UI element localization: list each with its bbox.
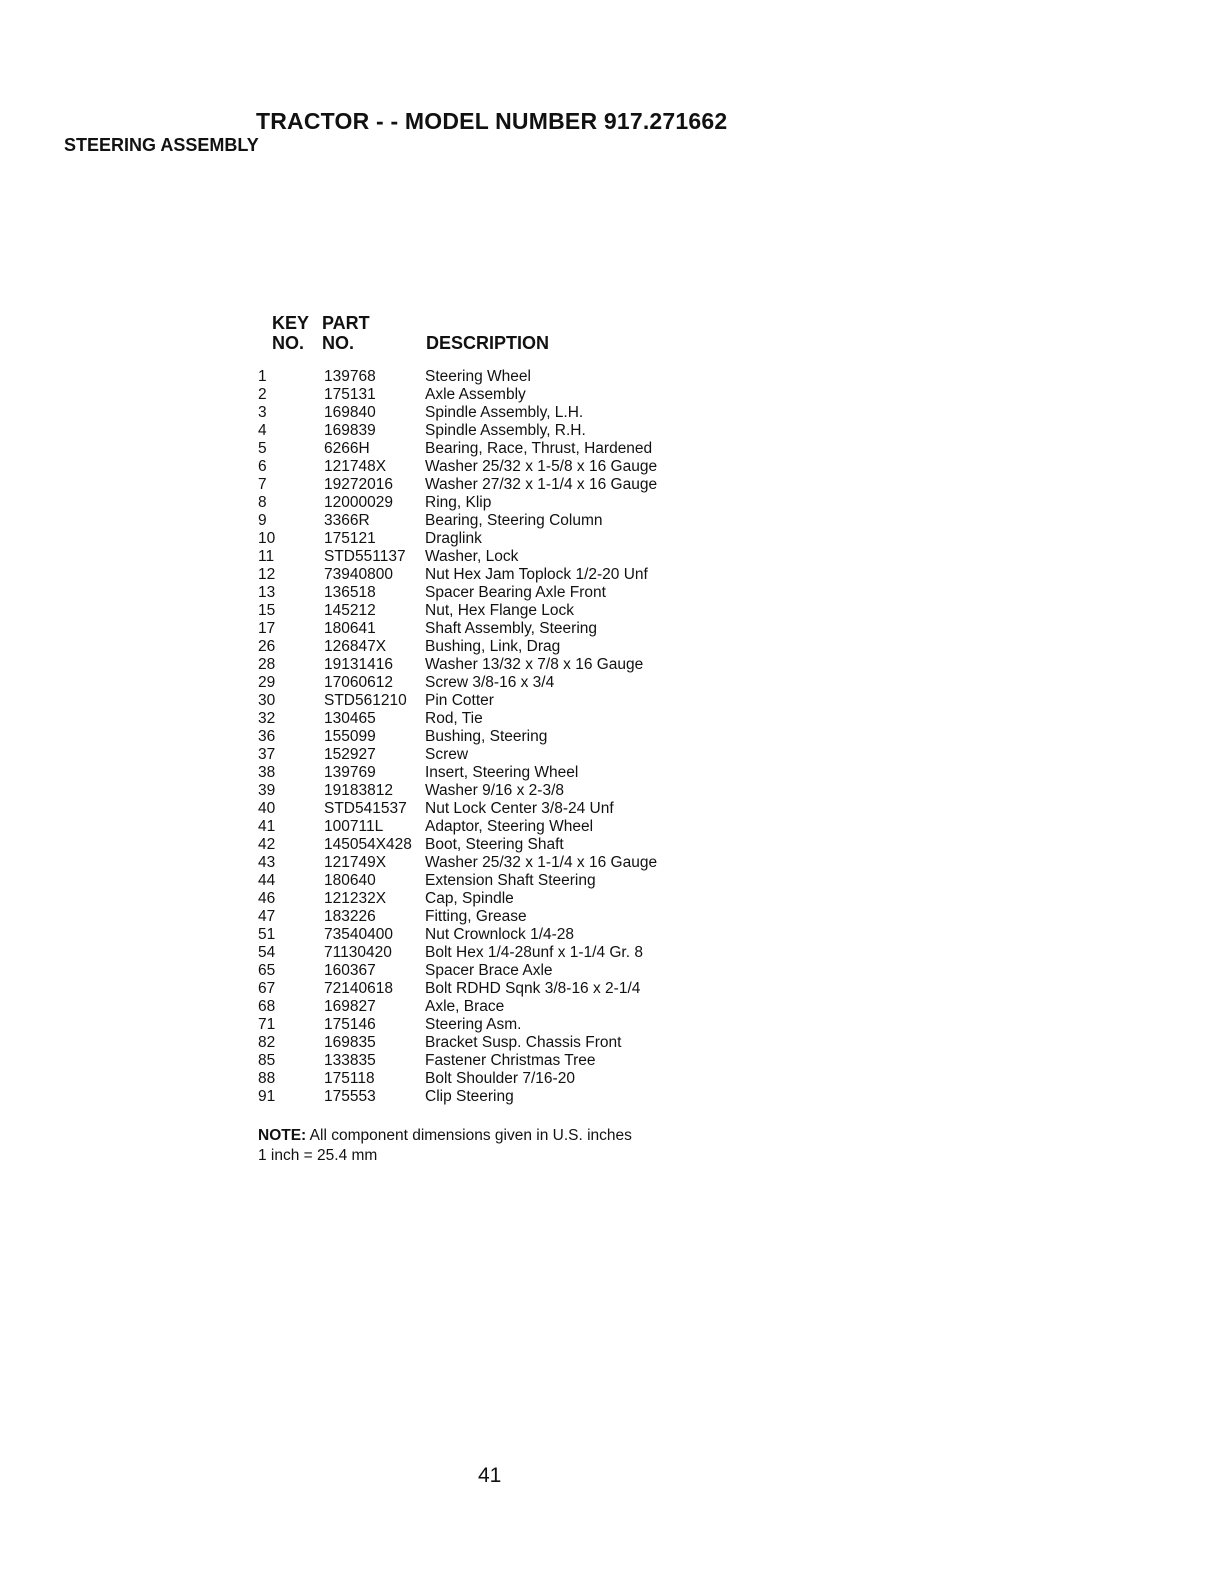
key-number: 28 <box>258 656 276 673</box>
table-row <box>258 710 718 728</box>
key-number: 65 <box>258 962 276 979</box>
key-number: 4 <box>258 422 267 439</box>
table-row <box>258 728 718 746</box>
part-description: Bearing, Race, Thrust, Hardened <box>425 440 653 457</box>
key-number: 85 <box>258 1052 276 1069</box>
part-number: 169827 <box>324 998 376 1015</box>
key-number: 67 <box>258 980 276 997</box>
part-number: 139768 <box>324 368 376 385</box>
key-number: 39 <box>258 782 276 799</box>
key-number: 17 <box>258 620 276 637</box>
part-description: Cap, Spindle <box>425 890 514 907</box>
table-row <box>258 854 718 872</box>
part-description: Nut, Hex Flange Lock <box>425 602 575 619</box>
part-description: Clip Steering <box>425 1088 514 1105</box>
table-row <box>258 548 718 566</box>
part-description: Axle Assembly <box>425 386 526 403</box>
table-row <box>258 1088 718 1106</box>
key-number: 36 <box>258 728 276 745</box>
key-number: 82 <box>258 1034 276 1051</box>
part-description: Extension Shaft Steering <box>425 872 596 889</box>
key-number: 54 <box>258 944 276 961</box>
table-row <box>258 746 718 764</box>
part-description: Steering Asm. <box>425 1016 522 1033</box>
part-description: Spacer Bearing Axle Front <box>425 584 606 601</box>
page-title: TRACTOR - - MODEL NUMBER 917.271662 <box>256 108 728 134</box>
part-description: Axle, Brace <box>425 998 505 1015</box>
column-header-key-top: KEY <box>272 313 310 333</box>
part-description: Washer 25/32 x 1-5/8 x 16 Gauge <box>425 458 658 475</box>
note-label: NOTE: <box>258 1127 307 1144</box>
table-row <box>258 494 718 512</box>
part-number: 126847X <box>324 638 387 655</box>
part-description: Screw <box>425 746 469 763</box>
table-row <box>258 422 718 440</box>
part-description: Bearing, Steering Column <box>425 512 603 529</box>
part-number: 72140618 <box>324 980 393 997</box>
column-header-part <box>322 313 370 353</box>
part-description: Bolt Hex 1/4-28unf x 1-1/4 Gr. 8 <box>425 944 643 961</box>
table-row <box>258 638 718 656</box>
table-row <box>258 800 718 818</box>
table-row <box>258 1070 718 1088</box>
part-number: 180641 <box>324 620 376 637</box>
part-number: 145054X428 <box>324 836 412 853</box>
table-row <box>258 1052 718 1070</box>
column-header-key <box>272 313 309 353</box>
note-line <box>258 1126 632 1146</box>
part-number: 183226 <box>324 908 376 925</box>
part-description: Bolt Shoulder 7/16-20 <box>425 1070 575 1087</box>
part-description: Nut Crownlock 1/4-28 <box>425 926 575 943</box>
part-number: 121232X <box>324 890 387 907</box>
part-description: Nut Lock Center 3/8-24 Unf <box>425 800 614 817</box>
table-row <box>258 368 718 386</box>
key-number: 43 <box>258 854 276 871</box>
table-row <box>258 782 718 800</box>
part-description: Steering Wheel <box>425 368 531 385</box>
part-description: Bushing, Steering <box>425 728 548 745</box>
table-row <box>258 530 718 548</box>
part-number: 169835 <box>324 1034 376 1051</box>
key-number: 51 <box>258 926 276 943</box>
table-row <box>258 674 718 692</box>
part-number: 71130420 <box>324 944 392 961</box>
table-row <box>258 584 718 602</box>
key-number: 38 <box>258 764 276 781</box>
column-header-part-top: PART <box>322 313 370 333</box>
part-description: Pin Cotter <box>425 692 494 709</box>
table-row <box>258 1034 718 1052</box>
part-number: 121748X <box>324 458 387 475</box>
part-number: 175553 <box>324 1088 376 1105</box>
page-number: 41 <box>478 1464 502 1487</box>
part-number: 145212 <box>324 602 376 619</box>
table-row <box>258 836 718 854</box>
part-description: Spindle Assembly, L.H. <box>425 404 584 421</box>
part-description: Boot, Steering Shaft <box>425 836 564 853</box>
key-number: 40 <box>258 800 276 817</box>
part-description: Screw 3/8-16 x 3/4 <box>425 674 555 691</box>
key-number: 44 <box>258 872 276 889</box>
part-description: Fitting, Grease <box>425 908 527 925</box>
column-header-description: DESCRIPTION <box>426 333 550 353</box>
key-number: 1 <box>258 368 267 385</box>
part-description: Bracket Susp. Chassis Front <box>425 1034 622 1051</box>
part-description: Spindle Assembly, R.H. <box>425 422 586 439</box>
part-number: 130465 <box>324 710 376 727</box>
part-description: Adaptor, Steering Wheel <box>425 818 594 835</box>
part-number: 169839 <box>324 422 376 439</box>
part-description: Fastener Christmas Tree <box>425 1052 596 1069</box>
table-row <box>258 566 718 584</box>
key-number: 47 <box>258 908 276 925</box>
key-number: 2 <box>258 386 267 403</box>
part-number: 6266H <box>324 440 370 457</box>
key-number: 29 <box>258 674 276 691</box>
table-row <box>258 692 718 710</box>
note <box>258 1126 632 1166</box>
key-number: 8 <box>258 494 267 511</box>
part-number: 133835 <box>324 1052 376 1069</box>
part-number: 19272016 <box>324 476 393 493</box>
parts-list <box>258 368 718 1106</box>
key-number: 12 <box>258 566 276 583</box>
part-number: 19131416 <box>324 656 393 673</box>
key-number: 41 <box>258 818 276 835</box>
key-number: 42 <box>258 836 276 853</box>
part-number: 175131 <box>324 386 376 403</box>
note-text: All component dimensions given in U.S. inches <box>306 1127 632 1144</box>
part-number: 180640 <box>324 872 376 889</box>
part-number: 152927 <box>324 746 376 763</box>
part-number: 139769 <box>324 764 376 781</box>
table-row <box>258 440 718 458</box>
part-description: Washer 13/32 x 7/8 x 16 Gauge <box>425 656 644 673</box>
key-number: 32 <box>258 710 276 727</box>
table-row <box>258 620 718 638</box>
part-number: 175121 <box>324 530 376 547</box>
part-description: Washer 25/32 x 1-1/4 x 16 Gauge <box>425 854 658 871</box>
part-number: STD561210 <box>324 692 407 709</box>
table-row <box>258 602 718 620</box>
part-description: Ring, Klip <box>425 494 492 511</box>
part-description: Rod, Tie <box>425 710 483 727</box>
key-number: 15 <box>258 602 276 619</box>
key-number: 7 <box>258 476 267 493</box>
table-row <box>258 476 718 494</box>
part-description: Insert, Steering Wheel <box>425 764 579 781</box>
part-number: STD541537 <box>324 800 407 817</box>
part-description: Washer 27/32 x 1-1/4 x 16 Gauge <box>425 476 658 493</box>
part-description: Bolt RDHD Sqnk 3/8-16 x 2-1/4 <box>425 980 641 997</box>
table-row <box>258 818 718 836</box>
part-description: Nut Hex Jam Toplock 1/2-20 Unf <box>425 566 648 583</box>
part-number: 12000029 <box>324 494 393 511</box>
table-row <box>258 458 718 476</box>
part-number: 19183812 <box>324 782 393 799</box>
table-row <box>258 512 718 530</box>
part-description: Bushing, Link, Drag <box>425 638 561 655</box>
section-title: STEERING ASSEMBLY <box>64 135 259 155</box>
part-number: 17060612 <box>324 674 393 691</box>
table-row <box>258 890 718 908</box>
table-row <box>258 908 718 926</box>
part-number: STD551137 <box>324 548 406 565</box>
key-number: 91 <box>258 1088 276 1105</box>
key-number: 10 <box>258 530 276 547</box>
part-number: 73540400 <box>324 926 393 943</box>
key-number: 71 <box>258 1016 276 1033</box>
table-row <box>258 404 718 422</box>
key-number: 9 <box>258 512 267 529</box>
key-number: 26 <box>258 638 276 655</box>
part-description: Washer 9/16 x 2-3/8 <box>425 782 564 799</box>
key-number: 11 <box>258 548 275 565</box>
table-row <box>258 926 718 944</box>
key-number: 37 <box>258 746 276 763</box>
part-description: Draglink <box>425 530 482 547</box>
part-number: 73940800 <box>324 566 393 583</box>
part-number: 160367 <box>324 962 376 979</box>
key-number: 68 <box>258 998 276 1015</box>
table-row <box>258 764 718 782</box>
part-number: 136518 <box>324 584 376 601</box>
part-description: Washer, Lock <box>425 548 519 565</box>
table-row <box>258 998 718 1016</box>
key-number: 46 <box>258 890 276 907</box>
table-row <box>258 656 718 674</box>
key-number: 3 <box>258 404 267 421</box>
key-number: 88 <box>258 1070 276 1087</box>
part-number: 169840 <box>324 404 376 421</box>
table-row <box>258 980 718 998</box>
table-row <box>258 872 718 890</box>
table-row <box>258 962 718 980</box>
part-number: 3366R <box>324 512 370 529</box>
part-description: Spacer Brace Axle <box>425 962 553 979</box>
key-number: 6 <box>258 458 267 475</box>
note-conversion: 1 inch = 25.4 mm <box>258 1147 378 1164</box>
key-number: 30 <box>258 692 276 709</box>
column-header-key-bottom: NO. <box>272 333 305 353</box>
key-number: 5 <box>258 440 267 457</box>
part-number: 155099 <box>324 728 376 745</box>
table-row <box>258 386 718 404</box>
column-header-part-bottom: NO. <box>322 333 355 353</box>
table-row <box>258 1016 718 1034</box>
part-number: 175146 <box>324 1016 376 1033</box>
part-description: Shaft Assembly, Steering <box>425 620 598 637</box>
key-number: 13 <box>258 584 276 601</box>
part-number: 100711L <box>324 818 384 835</box>
part-number: 121749X <box>324 854 387 871</box>
part-number: 175118 <box>324 1070 375 1087</box>
table-row <box>258 944 718 962</box>
